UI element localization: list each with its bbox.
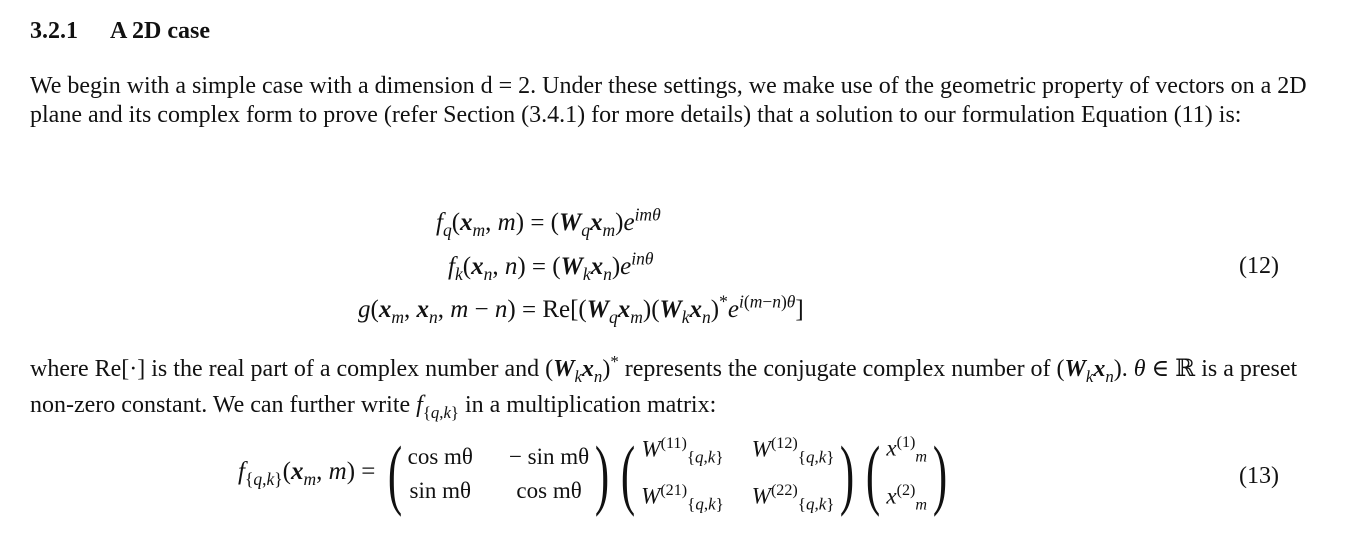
eq13-lhs: $f_{\{q,k\}}(x_m$, m) = [238, 458, 382, 490]
rotation-cell: − sin mθ [508, 444, 590, 470]
weight-cell: $W^{(22)}_{\{q,k\}}$ [751, 482, 835, 514]
weight-cell: $W^{(11)}_{\{q,k\}}$ [641, 435, 724, 467]
eq12-line2-rhs: $(W_kx_n)e^{in\theta}$ [552, 249, 654, 285]
weight-cell: $W^{(12)}_{\{q,k\}}$ [751, 435, 835, 467]
equation-12-number: (12) [1239, 253, 1279, 279]
section-heading [30, 18, 210, 45]
right-paren: ) [595, 430, 610, 518]
section-number: 3.2.1 [30, 18, 78, 44]
equation-12-line-2: $f_k(x_n$, $n) = (W_kx_n)e^{in\theta}$ [448, 249, 654, 285]
equation-12-line-1: $f_q(x_m$, $m) = (W_qx_m)e^{im\theta}$ [436, 205, 661, 241]
rotation-cell: cos mθ [407, 444, 473, 470]
eq12-line3-lhs: $g(x_m$, $x_n$, m − n) [358, 296, 516, 328]
vector-cell: $x^{(1)}_m$ [886, 434, 927, 466]
vector-cell: $x^{(2)}_m$ [886, 482, 927, 514]
right-paren: ) [840, 430, 855, 518]
eq12-line1-lhs: $f_q(x_m$, m) [436, 209, 525, 241]
left-paren: ( [866, 430, 881, 518]
rotation-cell: cos mθ [516, 478, 582, 504]
left-paren: ( [387, 430, 402, 518]
paragraph-explanation: where Re[·] is the real part of a complex number and $(W_kx_n)^*$ represents the conjugate complex number of $(W_kx_n)$. θ ∈ ℝ is a preset non-zero constant. We can further write $f_{\{q,k\}}$ in a multiplication matrix: [30, 352, 1298, 422]
equation-12-line-3: $g(x_m$, $x_n$, $m - n) = Re[(W_qx_m)(W_kx_n)^*e^{i(m-n)\theta}]$ [358, 292, 804, 328]
weight-cell: $W^{(21)}_{\{q,k\}}$ [641, 482, 724, 514]
equation-13 [238, 428, 953, 521]
rotation-cell: sin mθ [409, 478, 472, 504]
eq12-line1-rhs: $(W_qx_m)e^{im\theta}$ [550, 205, 661, 241]
equation-13-number: (13) [1239, 463, 1279, 489]
rotation-matrix [408, 442, 590, 506]
eq12-line3-rhs: $Re[(W_qx_m)(W_kx_n)^*e^{i(m-n)\theta}]$ [542, 292, 804, 328]
section-title: A 2D case [110, 18, 210, 44]
weight-matrix [641, 429, 834, 520]
paragraph-intro: We begin with a simple case with a dimension d = 2. Under these settings, we make use of the geometric property of vectors on a 2D plane and its complex form to prove (refer Section (3.4.1) for more details) that a solution to our formulation Equation (11) is: [30, 73, 1307, 128]
eq12-line2-lhs: $f_k(x_n$, n) [448, 253, 526, 285]
input-vector [886, 428, 927, 521]
left-paren: ( [621, 430, 636, 518]
right-paren: ) [932, 430, 948, 518]
